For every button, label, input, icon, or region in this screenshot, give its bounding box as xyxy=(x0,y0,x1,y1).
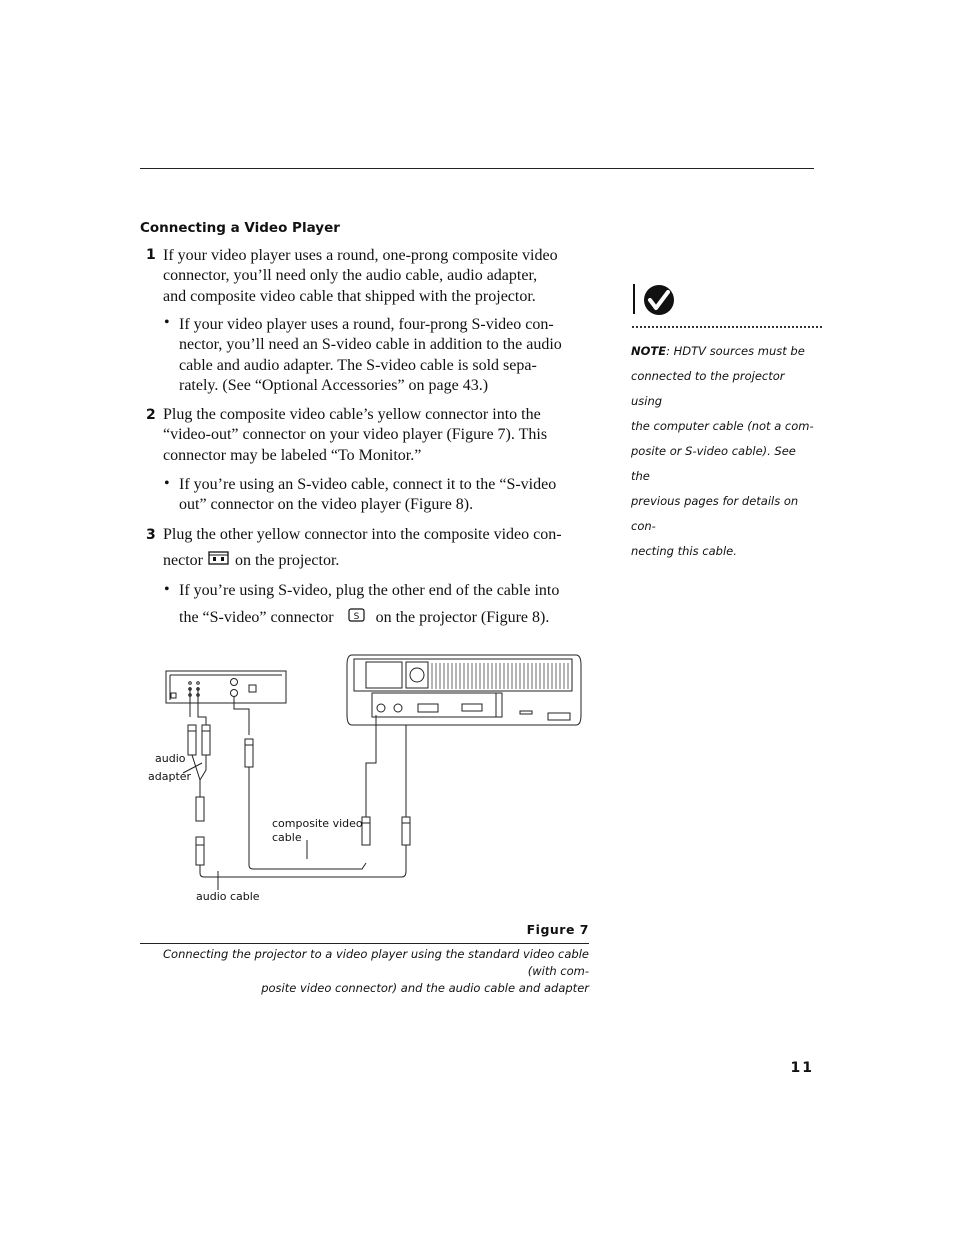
label-audio: audio xyxy=(155,752,186,765)
connection-diagram-figure xyxy=(140,645,590,910)
step-3-bullet-line-2 xyxy=(179,607,549,629)
note-label: NOTE xyxy=(631,344,667,358)
step-number-2: 2 xyxy=(146,407,156,423)
label-composite-cable: cable xyxy=(272,831,302,844)
note-text xyxy=(631,339,816,564)
figure-caption xyxy=(140,946,589,997)
step-3-line-2 xyxy=(163,551,339,571)
note-divider xyxy=(632,326,822,328)
figure-caption-line: Connecting the projector to a video player using the standard video cable (with com- xyxy=(163,947,589,978)
step-3-line-1: Plug the other yellow connector into the composite video con- xyxy=(163,526,562,543)
top-rule xyxy=(140,168,814,169)
note-line: the computer cable (not a com- xyxy=(631,419,814,433)
section-heading: Connecting a Video Player xyxy=(140,220,340,236)
s-video-icon xyxy=(346,607,368,629)
step-3-line-2-post: on the projector. xyxy=(234,552,340,569)
step-1-bullet-line: nector, you’ll need an S-video cable in addition to the audio xyxy=(179,336,562,354)
step-number-3: 3 xyxy=(146,527,156,543)
step-2-bullet-line: out” connector on the video player (Figure 8). xyxy=(179,496,474,514)
step-1-line: connector, you’ll need only the audio cable, audio adapter, xyxy=(163,267,538,285)
figure-caption-line: posite video connector) and the audio cable and adapter xyxy=(261,981,589,995)
step-1-bullet-line: rately. (See “Optional Accessories” on page 43.) xyxy=(179,376,489,394)
step-2-bullet-text xyxy=(179,475,556,516)
step-3-bullet-line-1: If you’re using S-video, plug the other end of the cable into xyxy=(179,582,560,599)
bullet-1: • xyxy=(164,314,170,331)
note-line: NOTE: HDTV sources must be xyxy=(631,344,805,358)
rca-plugs xyxy=(188,725,410,865)
step-2-text xyxy=(163,405,547,466)
bullet-2: • xyxy=(164,475,170,492)
step-2-line: connector may be labeled “To Monitor.” xyxy=(163,446,422,464)
bullet-3: • xyxy=(164,581,170,598)
step-2-bullet-line: If you’re using an S-video cable, connect it to the “S-video xyxy=(179,476,557,493)
connection-diagram xyxy=(140,645,590,915)
step-number-1: 1 xyxy=(146,247,156,263)
step-1-bullet-text xyxy=(179,315,562,396)
note-line: previous pages for details on con- xyxy=(631,494,799,533)
step-2-line: “video-out” connector on your video player (Figure 7). This xyxy=(163,426,548,444)
projector-vent-grille xyxy=(432,663,568,689)
video-player-illustration xyxy=(166,671,286,703)
checkmark-note-icon xyxy=(632,284,678,323)
note-line: posite or S-video cable). See the xyxy=(631,444,796,483)
s-video-icon-letter: S xyxy=(353,612,359,622)
label-audio-cable: audio cable xyxy=(196,890,260,903)
step-1-text xyxy=(163,246,558,307)
figure-title: Figure 7 xyxy=(526,922,589,937)
step-3-bullet-line-2-pre: the “S-video” connector xyxy=(179,608,334,626)
step-1-line: If your video player uses a round, one-prong composite video xyxy=(163,247,558,264)
step-2-line: Plug the composite video cable’s yellow connector into the xyxy=(163,406,541,423)
step-1-bullet-line: cable and audio adapter. The S-video cable is sold sepa- xyxy=(179,356,537,374)
page-number: 11 xyxy=(790,1060,814,1076)
composite-video-icon xyxy=(207,551,231,571)
figure-rule xyxy=(140,943,589,944)
label-adapter: adapter xyxy=(148,770,192,783)
note-line: connected to the projector using xyxy=(631,369,785,408)
label-composite-video: composite video xyxy=(272,817,363,830)
step-1-line: and composite video cable that shipped with the projector. xyxy=(163,287,536,305)
note-line: necting this cable. xyxy=(631,544,737,558)
step-3-line-2-pre: nector xyxy=(163,552,203,569)
step-1-bullet-line: If your video player uses a round, four-prong S-video con- xyxy=(179,316,554,333)
step-3-bullet-line-2-post: on the projector (Figure 8). xyxy=(375,608,550,626)
